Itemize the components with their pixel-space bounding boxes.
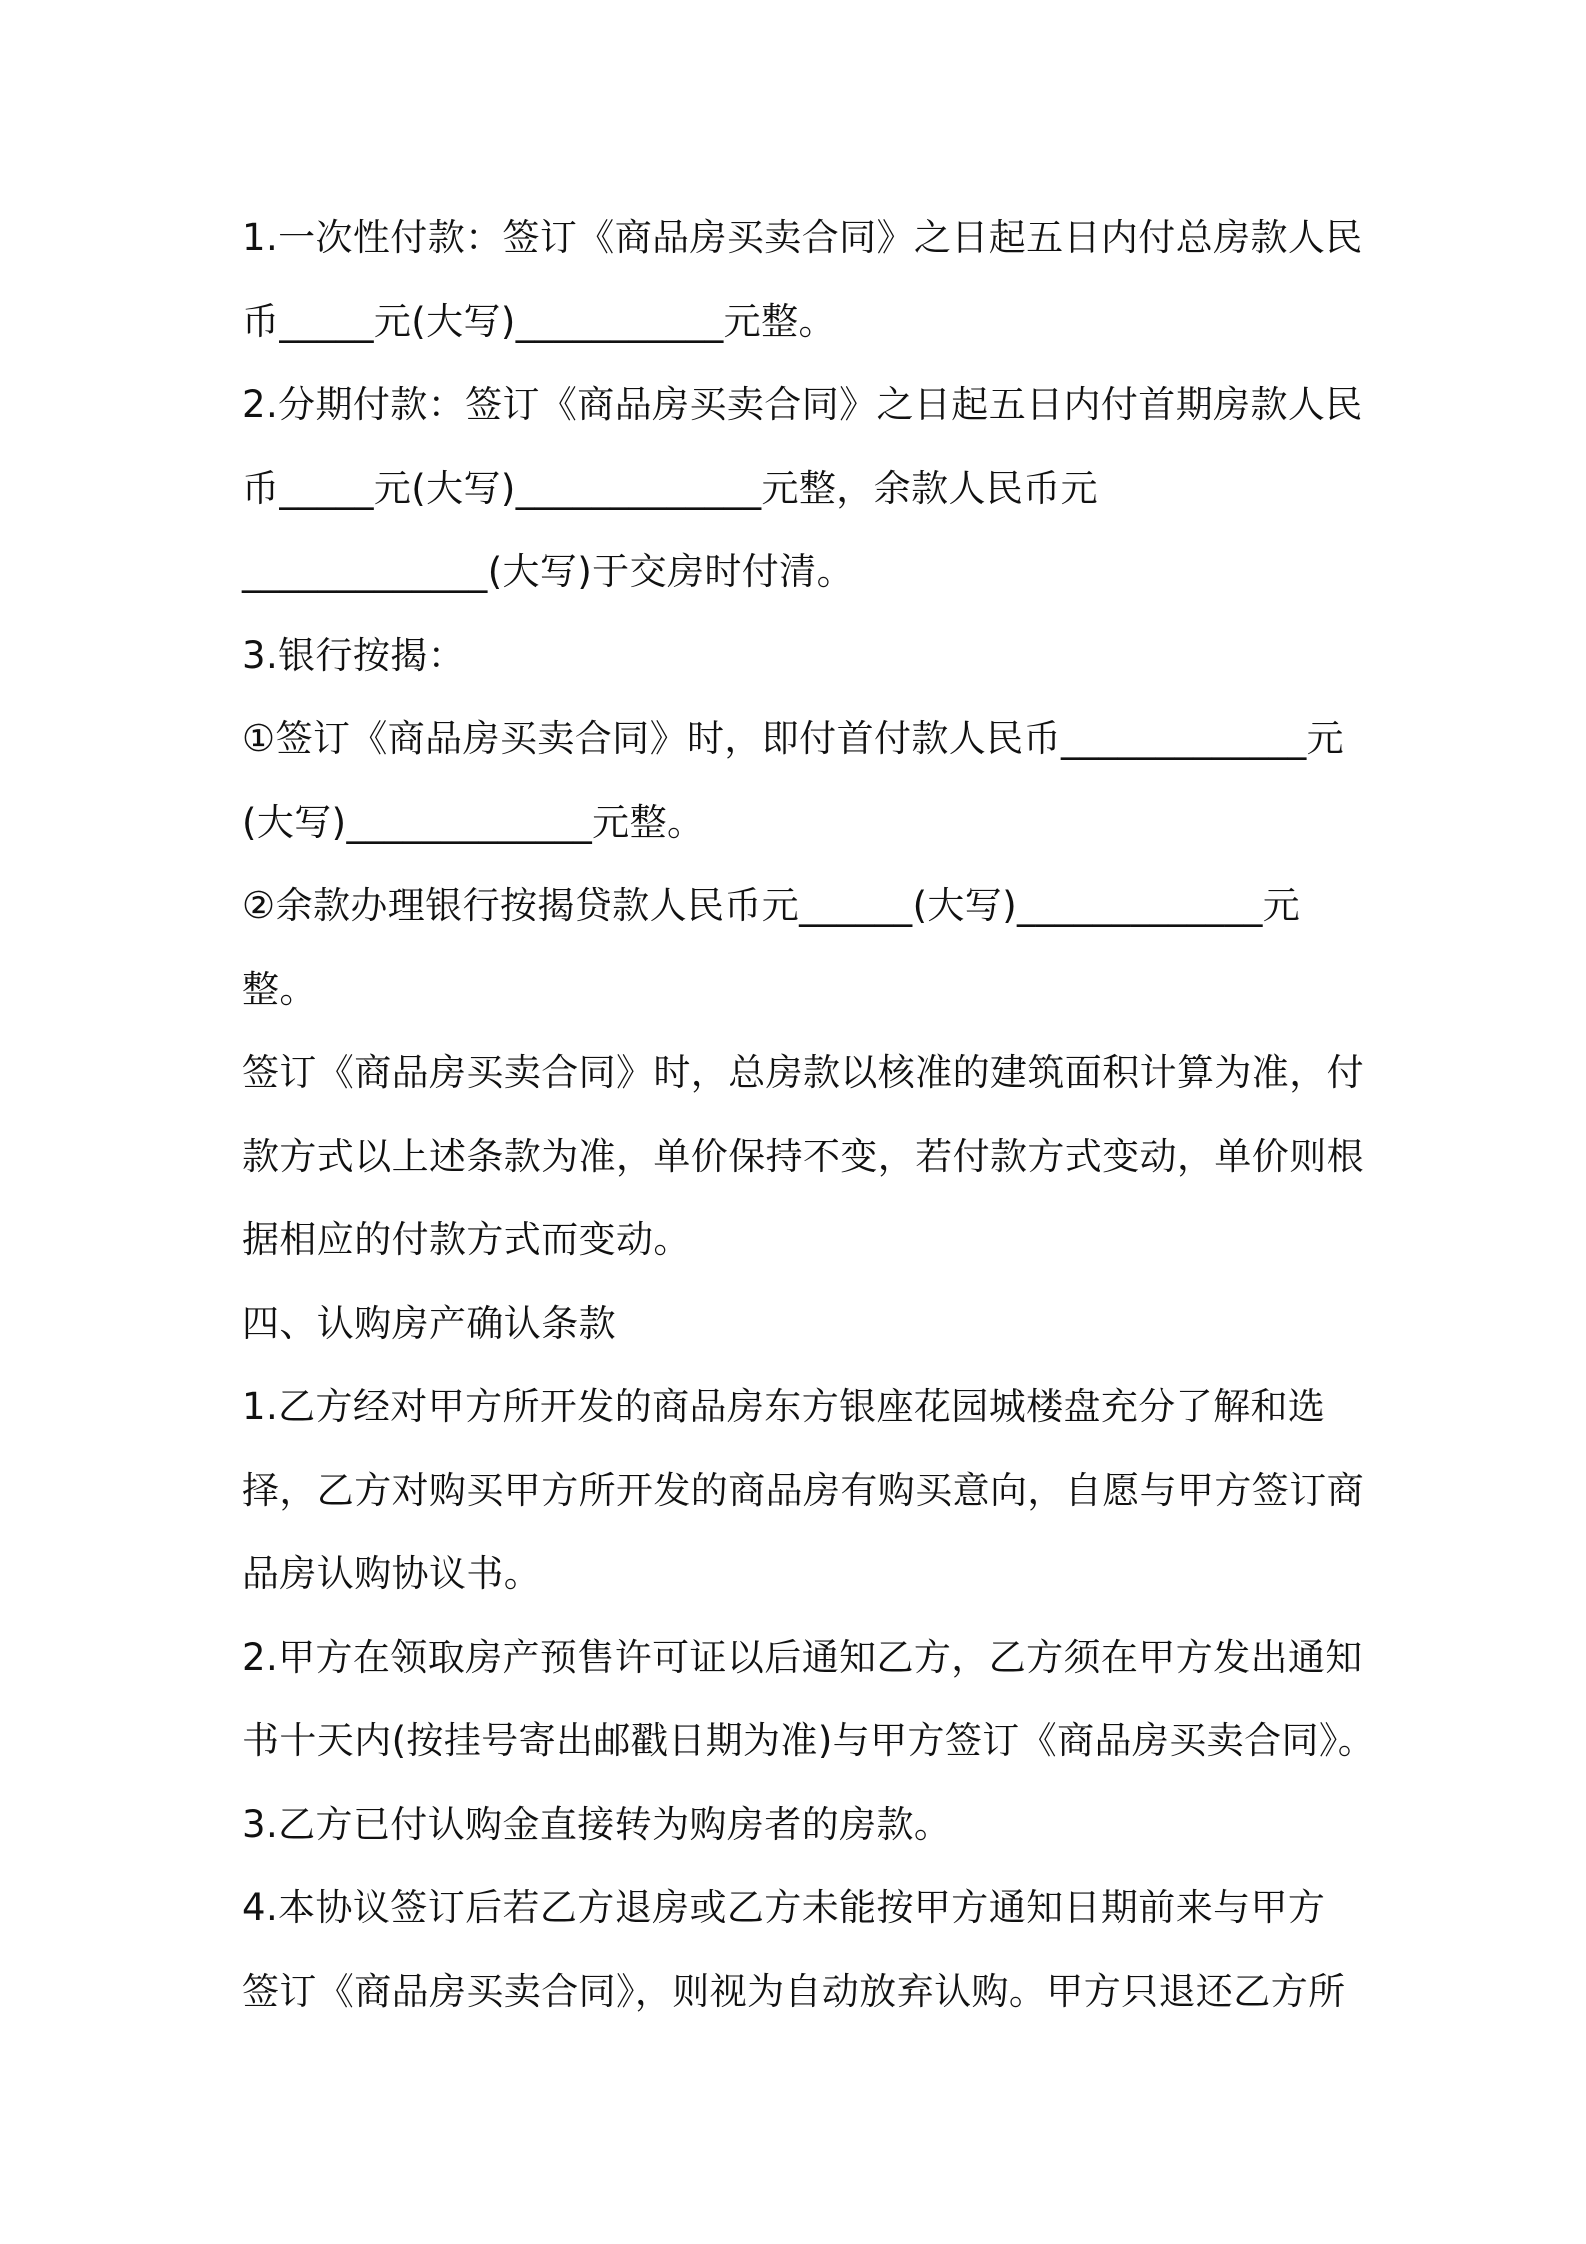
text-line: 2.甲方在领取房产预售许可证以后通知乙方，乙方须在甲方发出通知 xyxy=(242,1635,1363,1679)
text-line: 1.乙方经对甲方所开发的商品房东方银座花园城楼盘充分了解和选 xyxy=(242,1385,1326,1428)
text-line: 4.本协议签订后若乙方退房或乙方未能按甲方通知日期前来与甲方 xyxy=(242,1886,1326,1929)
text-line: 签订《商品房买卖合同》时，总房款以核准的建筑面积计算为准，付 xyxy=(242,1051,1364,1094)
text-line: 整。 xyxy=(242,967,317,1011)
document-body xyxy=(242,196,1376,2033)
text-line: 币_____元(大写)___________元整。 xyxy=(242,299,836,343)
text-line: 款方式以上述条款为准，单价保持不变，若付款方式变动，单价则根 xyxy=(242,1134,1364,1178)
text-line: 币_____元(大写)_____________元整，余款人民币元 xyxy=(242,466,1099,510)
text-line: 1.一次性付款：签订《商品房买卖合同》之日起五日内付总房款人民 xyxy=(242,216,1363,259)
text-line: _____________(大写)于交房时付清。 xyxy=(242,550,854,593)
text-line: 书十天内(按挂号寄出邮戳日期为准)与甲方签订《商品房买卖合同》。 xyxy=(242,1719,1376,1762)
text-line: (大写)_____________元整。 xyxy=(242,800,705,844)
text-line: 品房认购协议书。 xyxy=(242,1552,542,1595)
text-line: ②余款办理银行按揭贷款人民币元______(大写)_____________元 xyxy=(242,884,1301,927)
section-heading: 四、认购房产确认条款 xyxy=(242,1301,616,1345)
text-line: 2.分期付款：签订《商品房买卖合同》之日起五日内付首期房款人民 xyxy=(242,383,1363,426)
text-line: 据相应的付款方式而变动。 xyxy=(242,1218,691,1261)
text-line: ①签订《商品房买卖合同》时，即付首付款人民币_____________元 xyxy=(242,717,1345,760)
section-heading: 3.银行按揭： xyxy=(242,633,466,677)
text-line: 择，乙方对购买甲方所开发的商品房有购买意向，自愿与甲方签订商 xyxy=(242,1468,1364,1512)
text-line: 3.乙方已付认购金直接转为购房者的房款。 xyxy=(242,1802,952,1846)
text-line: 签订《商品房买卖合同》，则视为自动放弃认购。甲方只退还乙方所 xyxy=(242,1969,1346,2013)
